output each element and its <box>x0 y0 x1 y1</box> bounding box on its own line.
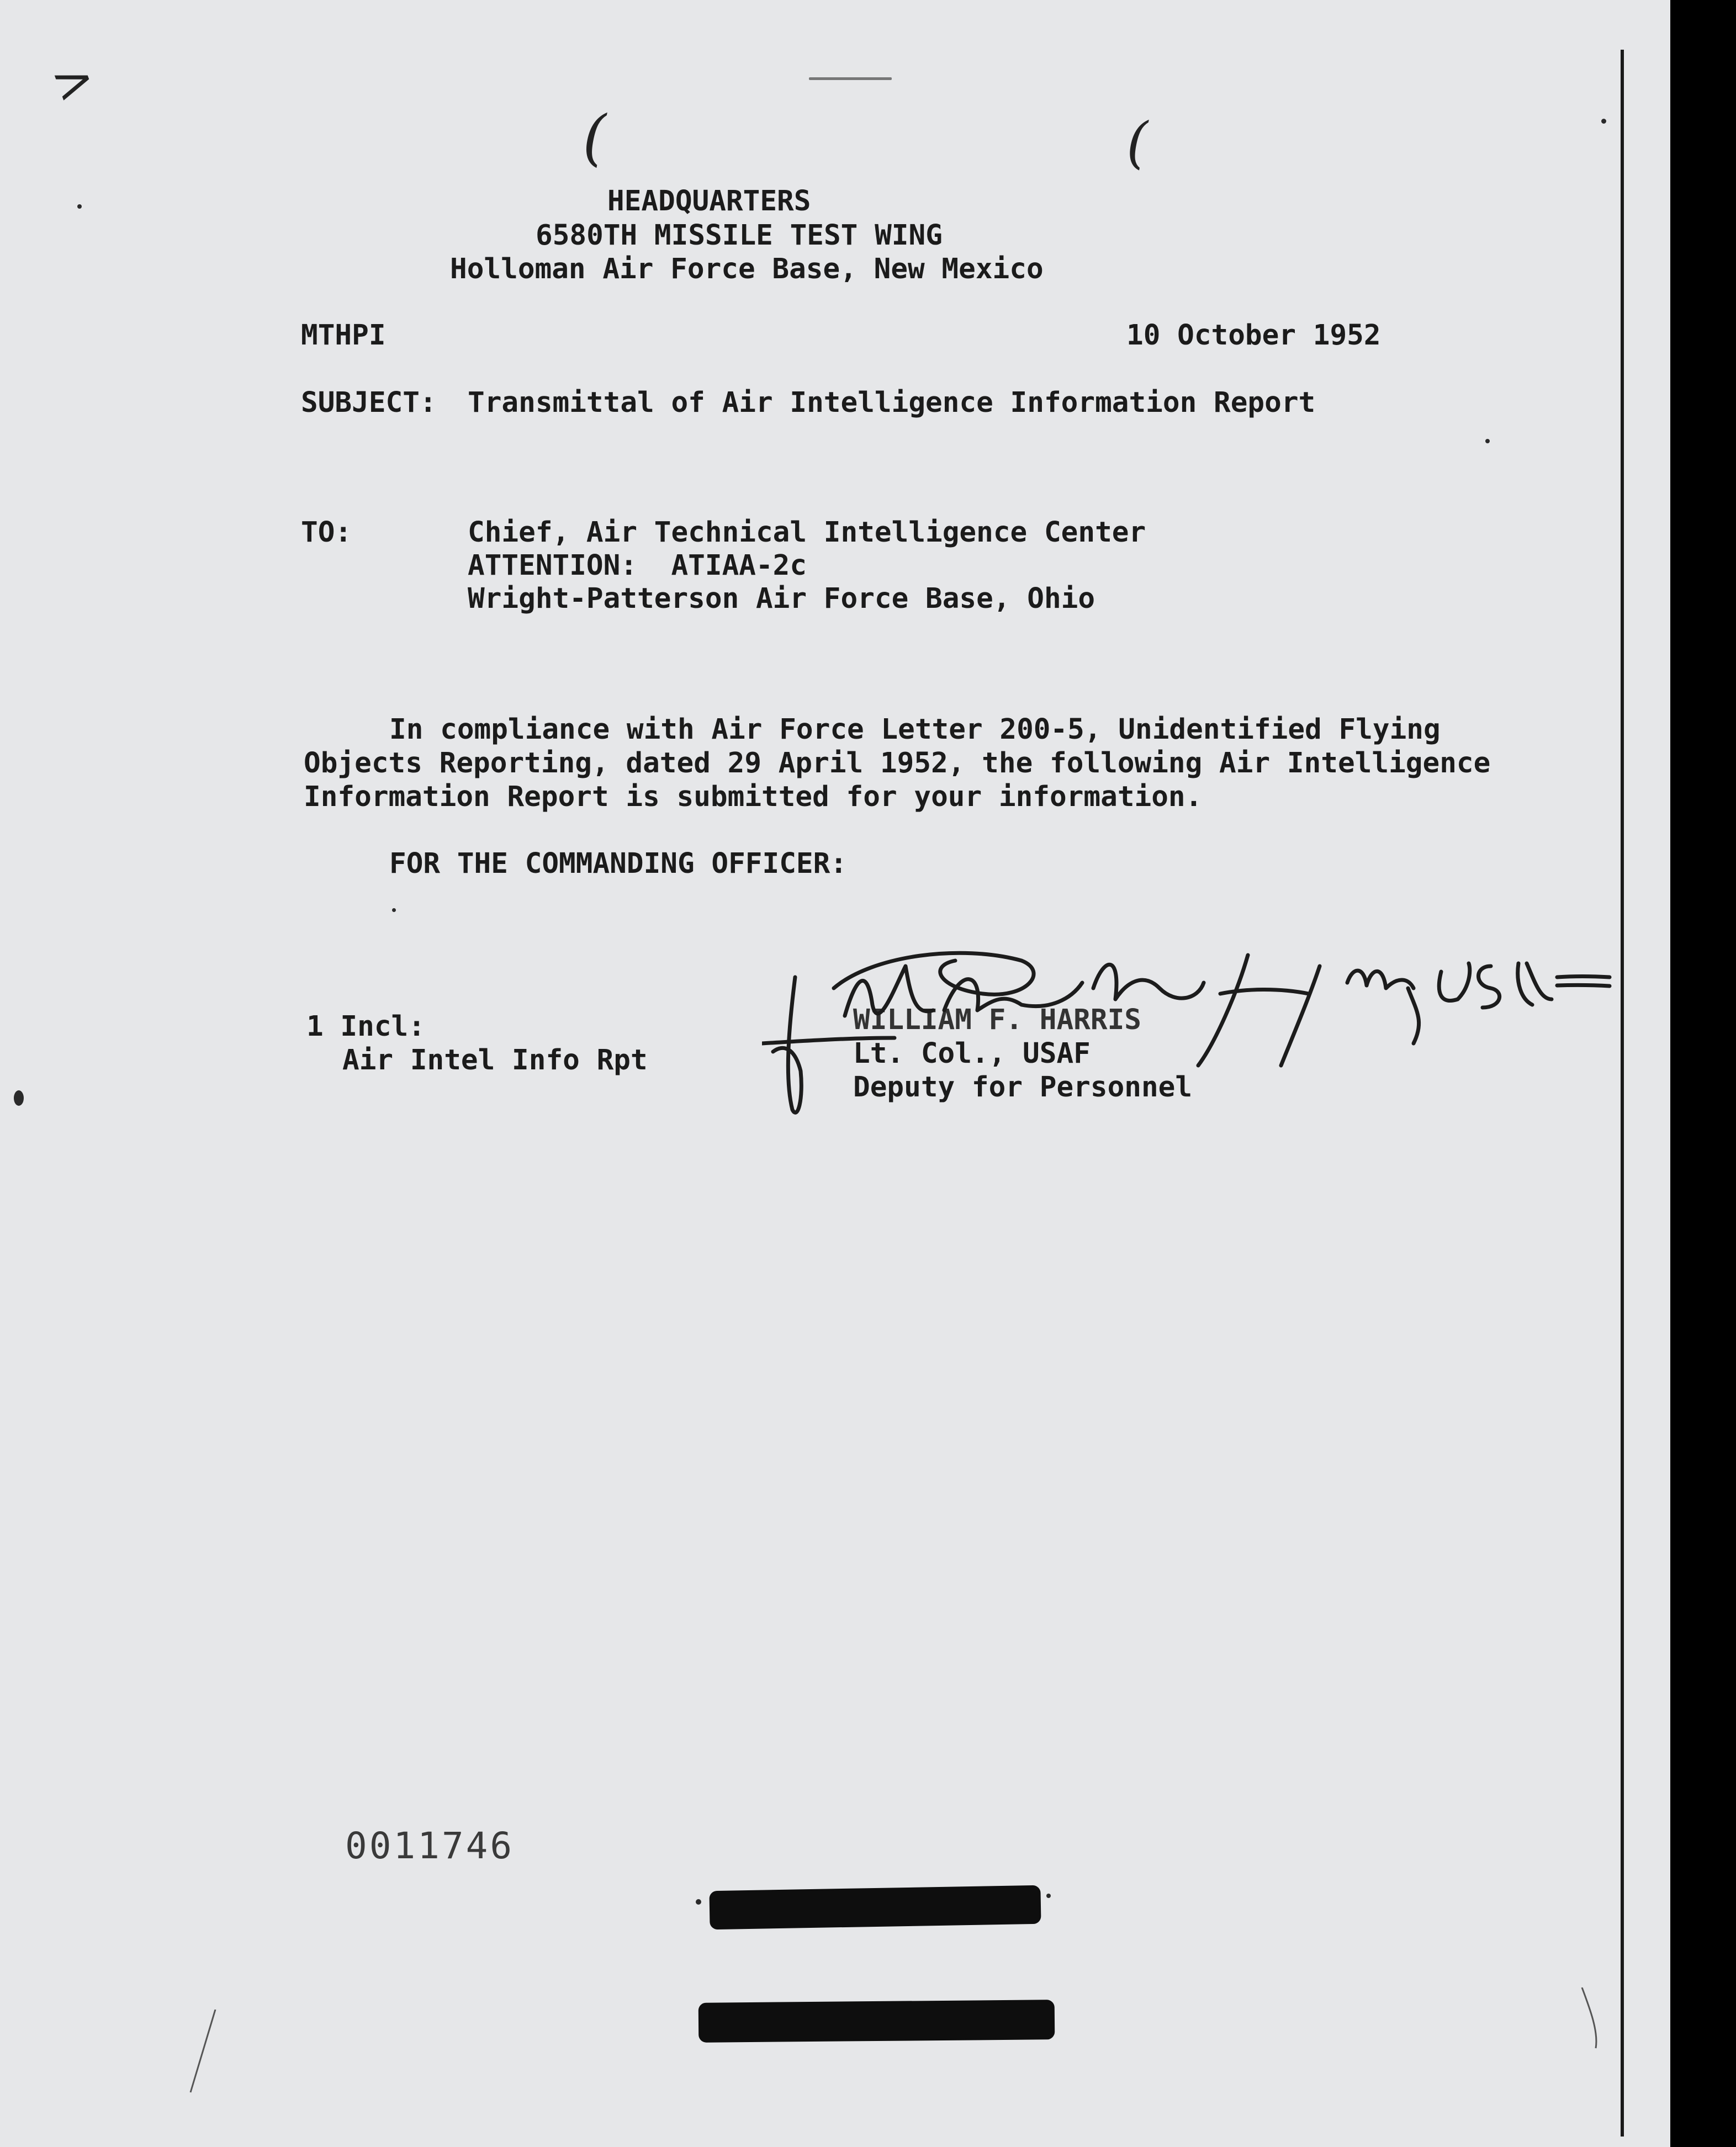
speck <box>696 1899 701 1905</box>
margin-mark-top-left: > <box>44 47 103 116</box>
scan-border <box>1670 0 1736 2147</box>
enclosure-line-1: 1 Incl: <box>306 1010 425 1043</box>
signer-name: WILLIAM F. HARRIS <box>853 1004 1141 1036</box>
closing-line: FOR THE COMMANDING OFFICER: <box>389 847 848 880</box>
margin-mark-paren-left: ( <box>583 102 606 173</box>
speck <box>1601 119 1606 124</box>
body-line-3: Information Report is submitted for your information. <box>304 781 1203 813</box>
header-line-2: 6580TH MISSILE TEST WING <box>536 219 943 252</box>
speck <box>77 204 82 209</box>
speck <box>809 77 892 80</box>
office-symbol: MTHPI <box>301 319 386 352</box>
stray-mark <box>188 2010 221 2098</box>
subject-text: Transmittal of Air Intelligence Information Report <box>468 386 1316 419</box>
speck <box>1046 1894 1051 1898</box>
page-edge-rule <box>1621 50 1624 2137</box>
signer-rank: Lt. Col., USAF <box>853 1037 1091 1070</box>
to-line-3: Wright-Patterson Air Force Base, Ohio <box>468 582 1095 615</box>
to-line-2: ATTENTION: ATIAA-2c <box>468 549 807 582</box>
speck <box>14 1090 24 1106</box>
margin-mark-paren-right: ( <box>1126 110 1148 175</box>
document-number: 0011746 <box>345 1825 515 1867</box>
stray-mark <box>1579 1987 1601 2054</box>
body-line-1: In compliance with Air Force Letter 200-5, Unidentified Flying <box>389 713 1441 746</box>
header-line-1: HEADQUARTERS <box>607 185 811 218</box>
letter-date: 10 October 1952 <box>1126 319 1381 352</box>
redaction-bar <box>698 2000 1055 2043</box>
header-line-3: Holloman Air Force Base, New Mexico <box>450 253 1044 285</box>
subject-label: SUBJECT: <box>301 386 437 419</box>
speck <box>1485 439 1490 443</box>
to-line-1: Chief, Air Technical Intelligence Center <box>468 516 1146 549</box>
enclosure-line-2: Air Intel Info Rpt <box>342 1044 648 1077</box>
signer-title: Deputy for Personnel <box>853 1071 1193 1104</box>
handwritten-signature <box>762 933 1612 1121</box>
body-line-2: Objects Reporting, dated 29 April 1952, the following Air Intelligence <box>304 747 1491 780</box>
speck <box>392 908 396 912</box>
to-label: TO: <box>301 516 352 549</box>
redaction-bar <box>709 1885 1041 1929</box>
